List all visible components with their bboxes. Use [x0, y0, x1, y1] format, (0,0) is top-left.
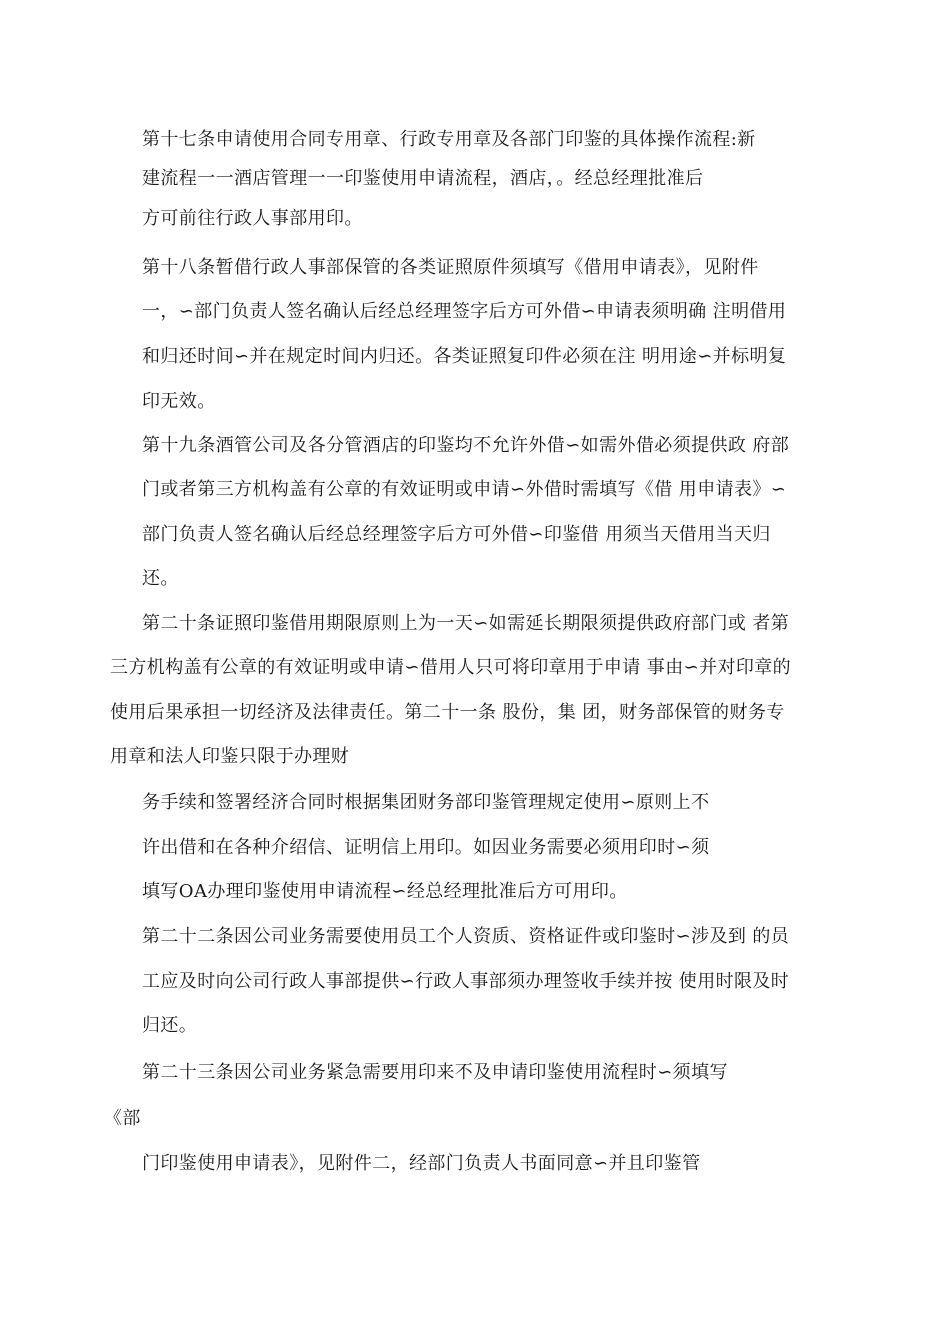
text-line-art22-3: 归还。 — [142, 1015, 198, 1036]
text-line-art20-3: 使用后果承担一切经济及法律责任。第二十一条 股份，集 团，财务部保管的财务专 — [110, 702, 785, 723]
text-line-art19-4: 还。 — [142, 568, 179, 589]
text-line-art18-2: 一，∽部门负责人签名确认后经总经理签字后方可外借∽申请表须明确 注明借用 — [142, 301, 787, 322]
text-line-art21-4: 填写OA办理印鉴使用申请流程∽经总经理批准后方可用印。 — [142, 881, 628, 902]
text-line-art19-1: 第十九条酒管公司及各分管酒店的印鉴均不允许外借∽如需外借必须提供政 府部 — [142, 435, 790, 456]
text-line-art17-2: 建流程一一酒店管理一一印鉴使用申请流程，酒店，。经总经理批准后 — [142, 168, 704, 189]
text-line-art19-3: 部门负责人签名确认后经总经理签字后方可外借∽印鉴借 用须当天借用当天归 — [142, 524, 771, 545]
text-line-art21-2: 务手续和签署经济合同时根据集团财务部印鉴管理规定使用∽原则上不 — [142, 792, 710, 813]
text-line-art19-2: 门或者第三方机构盖有公章的有效证明或申请∽外借时需填写《借 用申请表》∽ — [142, 479, 787, 500]
text-line-art23-1: 第二十三条因公司业务紧急需要用印来不及申请印鉴使用流程时∽须填写 — [142, 1062, 728, 1083]
text-line-art21-1: 用章和法人印鉴只限于办理财 — [110, 746, 350, 767]
text-line-art18-1: 第十八条暂借行政人事部保管的各类证照原件须填写《借用申请表》，见附件 — [142, 257, 759, 278]
text-line-art21-3: 许出借和在各种介绍信、证明信上用印。如因业务需要必须用印时∽须 — [142, 837, 710, 858]
text-line-art20-1: 第二十条证照印鉴借用期限原则上为一天∽如需延长期限须提供政府部门或 者第 — [142, 613, 790, 634]
text-line-art22-1: 第二十二条因公司业务需要使用员工个人资质、资格证件或印鉴时∽涉及到 的员 — [142, 926, 790, 947]
text-line-art20-2: 三方机构盖有公章的有效证明或申请∽借用人只可将印章用于申请 事由∽并对印章的 — [110, 657, 792, 678]
text-line-art23-2: 《部 — [104, 1108, 141, 1129]
text-line-art22-2: 工应及时向公司行政人事部提供∽行政人事部须办理签收手续并按 使用时限及时 — [142, 971, 790, 992]
text-line-art17-3: 方可前往行政人事部用印。 — [142, 208, 363, 229]
text-line-art23-3: 门印鉴使用申请表》，见附件二，经部门负责人书面同意∽并且印鉴管 — [142, 1153, 701, 1174]
text-line-art18-4: 印无效。 — [142, 391, 216, 412]
text-line-art17-1: 第十七条申请使用合同专用章、行政专用章及各部门印鉴的具体操作流程:新 — [142, 129, 756, 150]
text-line-art18-3: 和归还时间∽并在规定时间内归还。各类证照复印件必须在注 明用途∽并标明复 — [142, 346, 787, 367]
